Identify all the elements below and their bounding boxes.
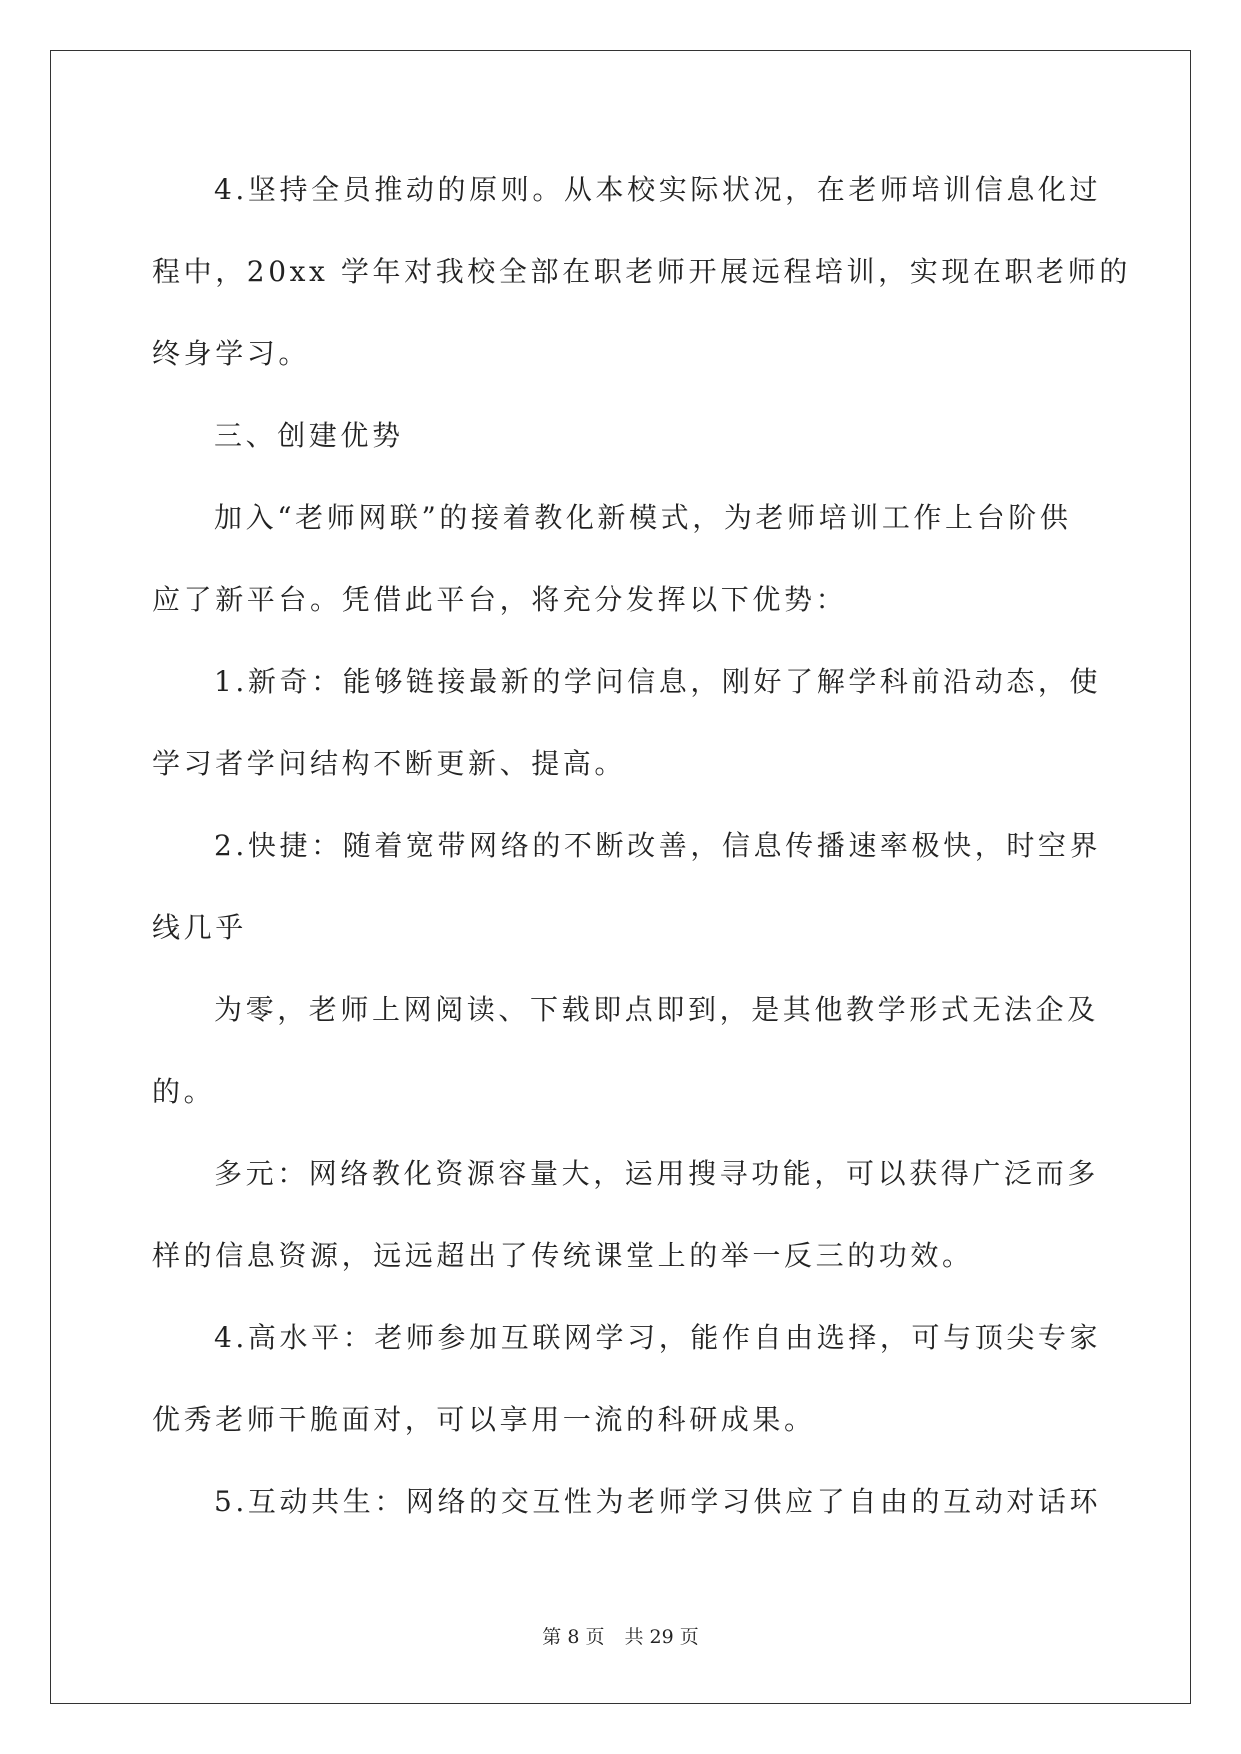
text-line: 线几乎: [152, 911, 247, 944]
total-page-count: 共 29 页: [624, 1626, 699, 1648]
text-line: 多元：网络教化资源容量大，运用搜寻功能，可以获得广泛而多: [214, 1157, 1099, 1190]
text-line: 样的信息资源，远远超出了传统课堂上的举一反三的功效。: [152, 1239, 974, 1272]
page-footer: [0, 1622, 1241, 1649]
text-line: 4.坚持全员推动的原则。从本校实际状况，在老师培训信息化过: [214, 173, 1102, 206]
document-body: [152, 160, 1131, 1554]
text-line: 终身学习。: [152, 337, 311, 370]
text-line: 5.互动共生：网络的交互性为老师学习供应了自由的互动对话环: [214, 1485, 1102, 1518]
text-line: 加入“老师网联”的接着教化新模式，为老师培训工作上台阶供: [214, 501, 1072, 534]
text-line: 1.新奇：能够链接最新的学问信息，刚好了解学科前沿动态，使: [214, 665, 1102, 698]
text-line: 程中，20xx 学年对我校全部在职老师开展远程培训，实现在职老师的: [152, 255, 1131, 288]
current-page-number: 第 8 页: [542, 1626, 605, 1648]
text-line: 应了新平台。凭借此平台，将充分发挥以下优势：: [152, 583, 848, 616]
text-line: 2.快捷：随着宽带网络的不断改善，信息传播速率极快，时空界: [214, 829, 1102, 862]
text-line: 为零，老师上网阅读、下载即点即到，是其他教学形式无法企及: [214, 993, 1099, 1026]
text-line: 学习者学问结构不断更新、提高。: [152, 747, 627, 780]
text-line: 4.高水平：老师参加互联网学习，能作自由选择，可与顶尖专家: [214, 1321, 1102, 1354]
section-heading: 三、创建优势: [214, 419, 404, 452]
text-line: 优秀老师干脆面对，可以享用一流的科研成果。: [152, 1403, 816, 1436]
text-line: 的。: [152, 1075, 216, 1108]
